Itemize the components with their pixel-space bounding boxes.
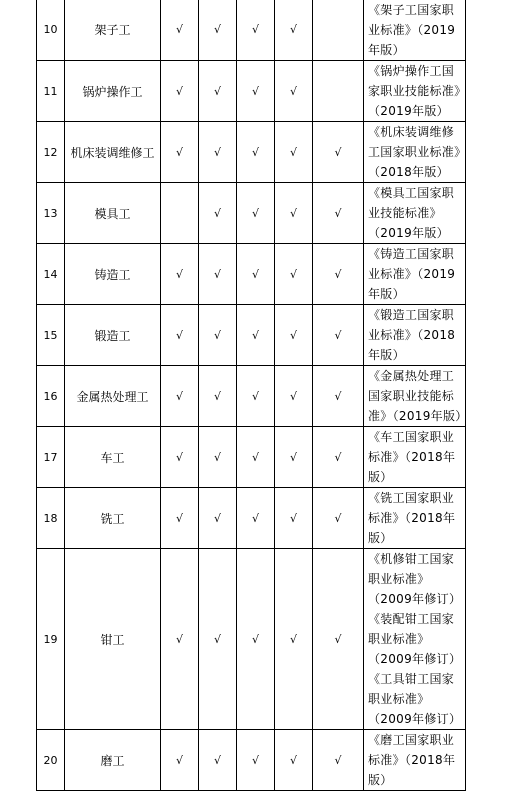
row-number: 17 [37, 427, 65, 488]
checkmark-icon: √ [334, 753, 342, 767]
check-cell [313, 366, 364, 427]
check-cell [237, 183, 275, 244]
check-cell [199, 427, 237, 488]
table-row [37, 549, 466, 730]
standard-text: 《机修钳工国家职业标准》（2009年修订） [368, 552, 462, 606]
row-number: 11 [37, 61, 65, 122]
standard-cell [364, 488, 466, 549]
check-cell [313, 305, 364, 366]
occupation-name: 钳工 [65, 549, 161, 730]
check-cell [161, 549, 199, 730]
check-cell [313, 549, 364, 730]
table-row [37, 366, 466, 427]
checkmark-icon: √ [251, 511, 259, 525]
check-cell [275, 549, 313, 730]
check-cell [237, 305, 275, 366]
row-number: 15 [37, 305, 65, 366]
check-cell [237, 730, 275, 791]
occupation-name: 锅炉操作工 [65, 61, 161, 122]
occupation-name: 架子工 [65, 0, 161, 61]
checkmark-icon: √ [251, 389, 259, 403]
checkmark-icon: √ [289, 206, 297, 220]
check-cell [313, 61, 364, 122]
check-cell [161, 61, 199, 122]
occupation-name: 金属热处理工 [65, 366, 161, 427]
checkmark-icon: √ [289, 753, 297, 767]
check-cell [313, 244, 364, 305]
checkmark-icon: √ [175, 84, 183, 98]
check-cell [275, 122, 313, 183]
check-cell [237, 549, 275, 730]
check-cell [161, 305, 199, 366]
checkmark-icon: √ [289, 511, 297, 525]
standard-cell [364, 61, 466, 122]
checkmark-icon: √ [289, 450, 297, 464]
checkmark-icon: √ [334, 145, 342, 159]
checkmark-icon: √ [251, 267, 259, 281]
checkmark-icon: √ [334, 511, 342, 525]
checkmark-icon: √ [289, 267, 297, 281]
row-number: 12 [37, 122, 65, 183]
checkmark-icon: √ [289, 84, 297, 98]
standard-text: 《锻造工国家职业标准》（2018年版） [368, 308, 456, 362]
check-cell [237, 244, 275, 305]
row-number: 19 [37, 549, 65, 730]
check-cell [199, 244, 237, 305]
check-cell [199, 366, 237, 427]
check-cell [161, 183, 199, 244]
table-row [37, 305, 466, 366]
check-cell [237, 366, 275, 427]
row-number: 16 [37, 366, 65, 427]
table-row [37, 0, 466, 61]
checkmark-icon: √ [175, 145, 183, 159]
checkmark-icon: √ [213, 632, 221, 646]
checkmark-icon: √ [175, 753, 183, 767]
check-cell [275, 0, 313, 61]
checkmark-icon: √ [175, 632, 183, 646]
check-cell [199, 61, 237, 122]
checkmark-icon: √ [289, 632, 297, 646]
standard-cell [364, 427, 466, 488]
check-cell [275, 183, 313, 244]
checkmark-icon: √ [334, 632, 342, 646]
check-cell [199, 0, 237, 61]
check-cell [161, 730, 199, 791]
check-cell [313, 122, 364, 183]
checkmark-icon: √ [213, 753, 221, 767]
standard-text: 《磨工国家职业标准》（2018年版） [368, 733, 456, 787]
row-number: 20 [37, 730, 65, 791]
row-number: 10 [37, 0, 65, 61]
table-row [37, 427, 466, 488]
standard-text: 《铣工国家职业标准》（2018年版） [368, 491, 456, 545]
checkmark-icon: √ [334, 328, 342, 342]
standard-cell [364, 305, 466, 366]
occupation-standards-table [36, 0, 466, 791]
checkmark-icon: √ [334, 389, 342, 403]
standard-text: 《铸造工国家职业标准》（2019年版） [368, 247, 456, 301]
checkmark-icon: √ [251, 145, 259, 159]
checkmark-icon: √ [213, 450, 221, 464]
checkmark-icon: √ [175, 450, 183, 464]
occupation-name: 车工 [65, 427, 161, 488]
checkmark-icon: √ [175, 511, 183, 525]
checkmark-icon: √ [289, 23, 297, 36]
check-cell [313, 0, 364, 61]
checkmark-icon: √ [289, 145, 297, 159]
standard-text: 《装配钳工国家职业标准》（2009年修订） [368, 612, 462, 666]
check-cell [275, 244, 313, 305]
checkmark-icon: √ [251, 328, 259, 342]
standard-cell [364, 0, 466, 61]
checkmark-icon: √ [251, 206, 259, 220]
check-cell [237, 61, 275, 122]
occupation-name: 铣工 [65, 488, 161, 549]
checkmark-icon: √ [289, 389, 297, 403]
check-cell [313, 183, 364, 244]
checkmark-icon: √ [334, 267, 342, 281]
check-cell [275, 366, 313, 427]
check-cell [161, 366, 199, 427]
standard-text: 《锅炉操作工国家职业技能标准》（2019年版） [368, 64, 461, 118]
checkmark-icon: √ [175, 389, 183, 403]
checkmark-icon: √ [213, 84, 221, 98]
row-number: 14 [37, 244, 65, 305]
occupation-name: 锻造工 [65, 305, 161, 366]
standard-cell [364, 244, 466, 305]
checkmark-icon: √ [175, 23, 183, 36]
check-cell [237, 427, 275, 488]
check-cell [237, 0, 275, 61]
checkmark-icon: √ [251, 450, 259, 464]
check-cell [275, 730, 313, 791]
row-number: 13 [37, 183, 65, 244]
standard-text: 《金属热处理工国家职业技能标准》（2019年版） [368, 369, 468, 423]
check-cell [161, 244, 199, 305]
standard-text: 《工具钳工国家职业标准》（2009年修订） [368, 672, 462, 726]
table-row [37, 244, 466, 305]
standard-text: 《模具工国家职业技能标准》（2019年版） [368, 186, 455, 240]
check-cell [199, 183, 237, 244]
standard-cell [364, 366, 466, 427]
checkmark-icon: √ [213, 267, 221, 281]
check-cell [313, 427, 364, 488]
table-row [37, 730, 466, 791]
check-cell [199, 122, 237, 183]
checkmark-icon: √ [175, 267, 183, 281]
occupation-name: 铸造工 [65, 244, 161, 305]
check-cell [161, 427, 199, 488]
standard-text: 《车工国家职业标准》（2018年版） [368, 430, 456, 484]
check-cell [313, 488, 364, 549]
table-row [37, 61, 466, 122]
check-cell [161, 488, 199, 549]
occupation-name: 机床装调维修工 [65, 122, 161, 183]
check-cell [199, 305, 237, 366]
standard-cell [364, 122, 466, 183]
checkmark-icon: √ [251, 23, 259, 36]
standard-text: 《机床装调维修工国家职业标准》（2018年版） [368, 125, 461, 179]
occupation-name: 模具工 [65, 183, 161, 244]
checkmark-icon: √ [334, 450, 342, 464]
check-cell [275, 427, 313, 488]
checkmark-icon: √ [213, 389, 221, 403]
row-number: 18 [37, 488, 65, 549]
checkmark-icon: √ [251, 632, 259, 646]
check-cell [313, 730, 364, 791]
check-cell [237, 488, 275, 549]
check-cell [199, 488, 237, 549]
standard-cell [364, 183, 466, 244]
check-cell [275, 61, 313, 122]
checkmark-icon: √ [251, 84, 259, 98]
standard-text: 《架子工国家职业标准》（2019年版） [368, 2, 456, 57]
checkmark-icon: √ [213, 145, 221, 159]
checkmark-icon: √ [334, 206, 342, 220]
standard-cell [364, 730, 466, 791]
table-row [37, 122, 466, 183]
checkmark-icon: √ [213, 511, 221, 525]
table-row [37, 183, 466, 244]
check-cell [161, 0, 199, 61]
check-cell [237, 122, 275, 183]
occupation-name: 磨工 [65, 730, 161, 791]
checkmark-icon: √ [289, 328, 297, 342]
table-row [37, 488, 466, 549]
checkmark-icon: √ [213, 328, 221, 342]
table-body [37, 0, 466, 791]
check-cell [199, 549, 237, 730]
check-cell [275, 305, 313, 366]
standard-cell [364, 549, 466, 730]
checkmark-icon: √ [251, 753, 259, 767]
check-cell [199, 730, 237, 791]
checkmark-icon: √ [175, 328, 183, 342]
check-cell [161, 122, 199, 183]
check-cell [275, 488, 313, 549]
checkmark-icon: √ [213, 23, 221, 36]
checkmark-icon: √ [213, 206, 221, 220]
